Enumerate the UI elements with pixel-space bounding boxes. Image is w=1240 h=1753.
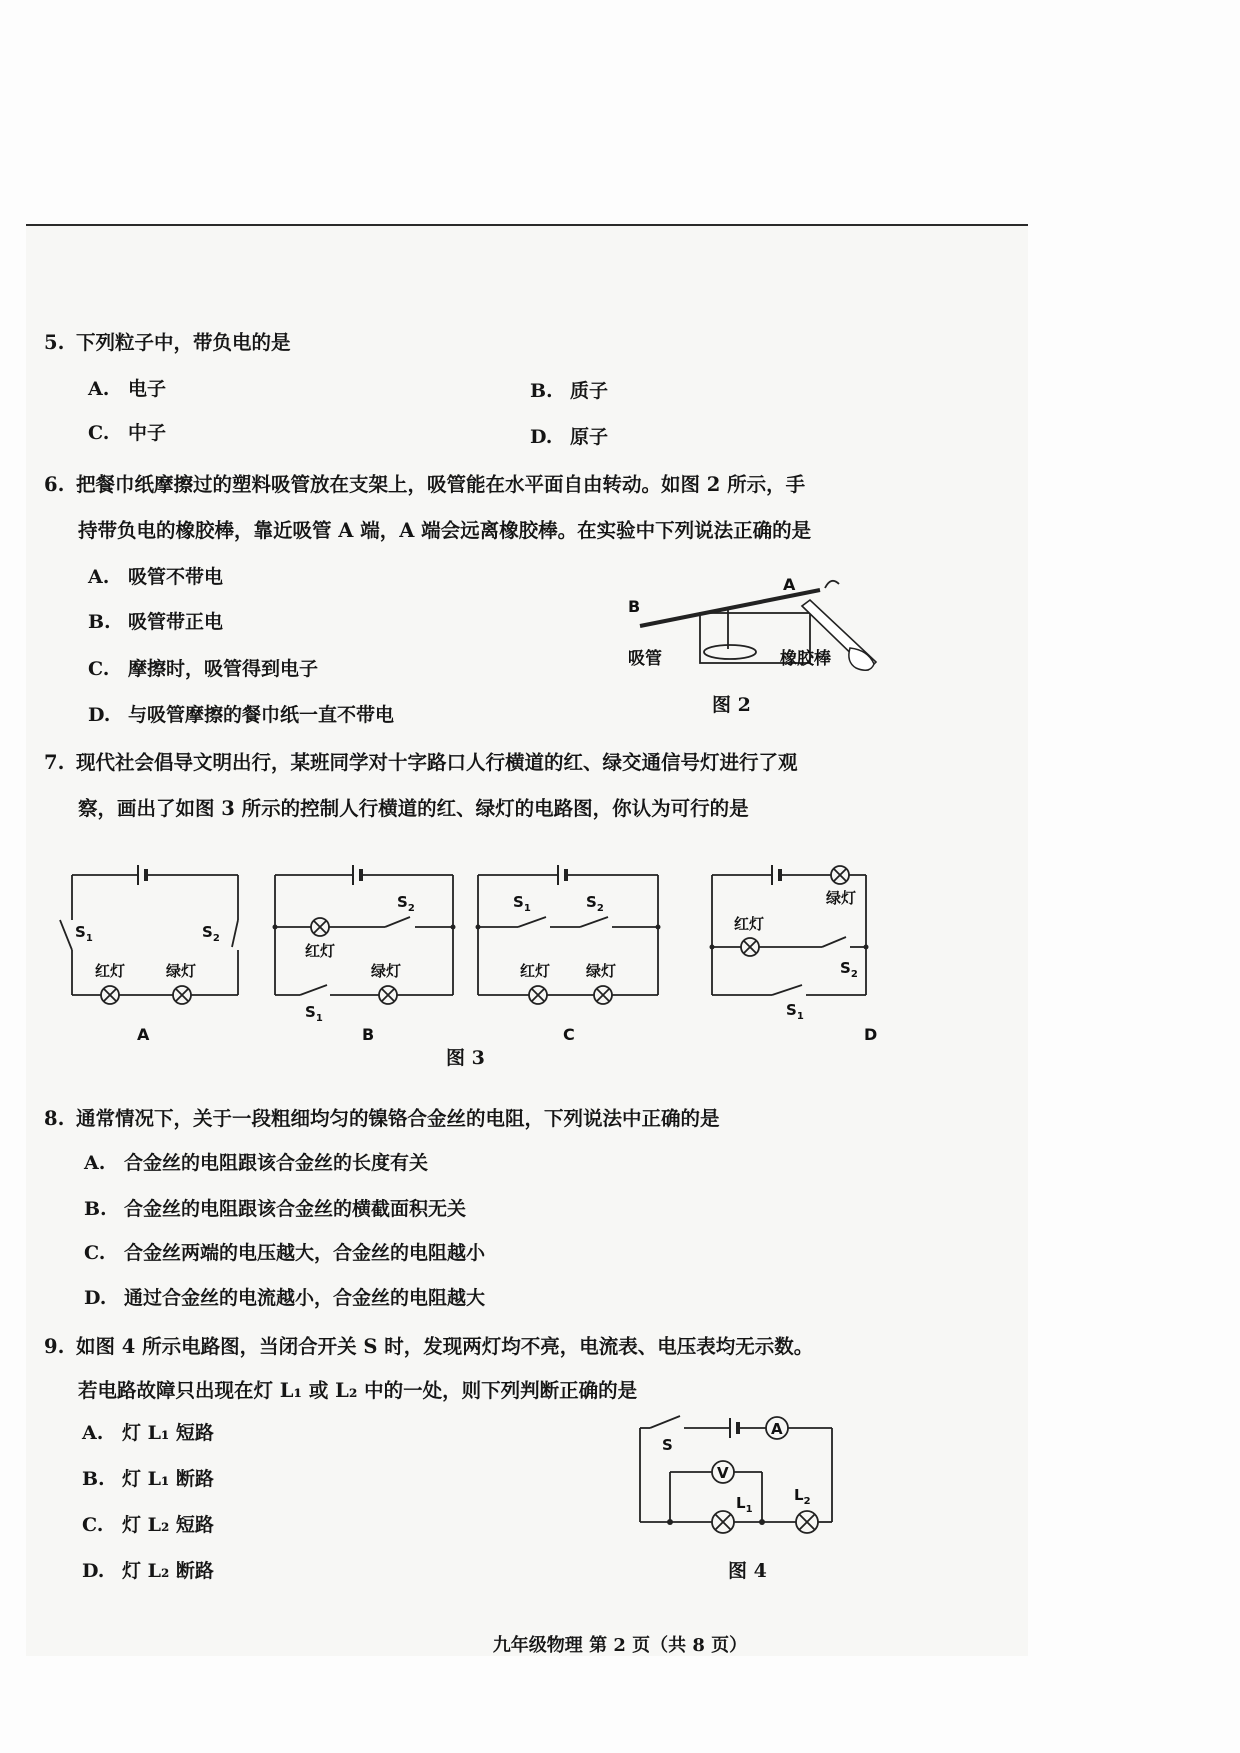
l2-label: $L_2$ bbox=[794, 1486, 811, 1507]
voltmeter-icon bbox=[712, 1461, 734, 1483]
question-5-stem: 5. 下列粒子中，带负电的是 bbox=[44, 331, 291, 354]
lamp-l1-icon bbox=[712, 1511, 734, 1533]
q9-option-b[interactable]: B. 灯 L₁ 断路 bbox=[82, 1468, 214, 1490]
q6-option-a[interactable]: A. 吸管不带电 bbox=[88, 566, 224, 588]
switch-label: S bbox=[662, 1436, 673, 1454]
q5-option-d[interactable]: D. 原子 bbox=[530, 426, 609, 448]
straw bbox=[640, 590, 820, 626]
b-green-label: 绿灯 bbox=[371, 962, 402, 980]
label-straw: 吸管 bbox=[628, 649, 662, 669]
b-s2-label: $S_2$ bbox=[397, 893, 415, 914]
d-s2-label: $S_2$ bbox=[840, 959, 858, 980]
q5-option-b[interactable]: B. 质子 bbox=[530, 380, 609, 402]
figure-2-caption: 图 2 bbox=[712, 694, 751, 716]
a-green-label: 绿灯 bbox=[166, 962, 197, 980]
repel-arrow-icon bbox=[825, 581, 839, 588]
lamp-l2-icon bbox=[796, 1511, 818, 1533]
panel-d-label: D bbox=[864, 1025, 878, 1044]
a-s2-label: $S_2$ bbox=[202, 923, 220, 944]
ammeter-icon bbox=[766, 1417, 788, 1439]
d-red-label: 红灯 bbox=[734, 915, 765, 933]
q6-option-b[interactable]: B. 吸管带正电 bbox=[88, 611, 224, 633]
d-s1-label: $S_1$ bbox=[786, 1001, 804, 1022]
green-lamp-icon bbox=[173, 986, 191, 1004]
a-s1-label: $S_1$ bbox=[75, 923, 93, 944]
panel-b-label: B bbox=[362, 1025, 375, 1044]
question-6-stem: 6. 把餐巾纸摩擦过的塑料吸管放在支架上，吸管能在水平面自由转动。如图 2 所示，手 bbox=[44, 473, 806, 496]
red-lamp-icon bbox=[741, 938, 759, 956]
label-a: A bbox=[783, 575, 796, 594]
green-lamp-icon bbox=[831, 866, 849, 884]
label-rubber-rod: 橡胶棒 bbox=[780, 649, 831, 669]
question-9-stem-line2: 若电路故障只出现在灯 L₁ 或 L₂ 中的一处，则下列判断正确的是 bbox=[78, 1379, 638, 1402]
circuit-c bbox=[476, 865, 661, 1044]
q5-option-a[interactable]: A. 电子 bbox=[88, 378, 167, 400]
circuit-a bbox=[60, 865, 238, 1044]
q9-option-d[interactable]: D. 灯 L₂ 断路 bbox=[82, 1560, 214, 1582]
c-s2-label: $S_2$ bbox=[586, 893, 604, 914]
question-9-stem: 9. 如图 4 所示电路图，当闭合开关 S 时，发现两灯均不亮，电流表、电压表均无示数。 bbox=[44, 1335, 814, 1358]
voltmeter-label: V bbox=[717, 1464, 729, 1482]
q8-option-d[interactable]: D. 通过合金丝的电流越小，合金丝的电阻越大 bbox=[84, 1287, 486, 1309]
page-footer: 九年级物理 第 2 页（共 8 页） bbox=[492, 1635, 748, 1656]
question-7-stem-line2: 察，画出了如图 3 所示的控制人行横道的红、绿灯的电路图，你认为可行的是 bbox=[78, 797, 749, 820]
q8-option-a[interactable]: A. 合金丝的电阻跟该合金丝的长度有关 bbox=[84, 1152, 429, 1174]
ammeter-label: A bbox=[771, 1420, 783, 1438]
hand-icon bbox=[849, 648, 874, 670]
q6-option-d[interactable]: D. 与吸管摩擦的餐巾纸一直不带电 bbox=[88, 704, 395, 726]
q8-option-c[interactable]: C. 合金丝两端的电压越大，合金丝的电阻越小 bbox=[84, 1242, 486, 1264]
q5-option-c[interactable]: C. 中子 bbox=[88, 422, 167, 444]
support-base bbox=[704, 645, 756, 659]
label-b: B bbox=[628, 597, 641, 616]
c-s1-label: $S_1$ bbox=[513, 893, 531, 914]
figure-4-circuit bbox=[636, 1408, 836, 1548]
figure-2-straw-diagram bbox=[620, 566, 890, 686]
b-s1-label: $S_1$ bbox=[305, 1003, 323, 1024]
panel-c-label: C bbox=[563, 1025, 575, 1044]
red-lamp-icon bbox=[311, 918, 329, 936]
q6-option-c[interactable]: C. 摩擦时，吸管得到电子 bbox=[88, 658, 319, 680]
circuit-d bbox=[710, 865, 878, 1044]
q9-option-c[interactable]: C. 灯 L₂ 短路 bbox=[82, 1514, 214, 1536]
green-lamp-icon bbox=[594, 986, 612, 1004]
q9-option-a[interactable]: A. 灯 L₁ 短路 bbox=[82, 1422, 214, 1444]
c-red-label: 红灯 bbox=[520, 962, 551, 980]
d-green-label: 绿灯 bbox=[826, 889, 857, 907]
panel-a-label: A bbox=[137, 1025, 150, 1044]
c-green-label: 绿灯 bbox=[586, 962, 617, 980]
figure-4-caption: 图 4 bbox=[728, 1560, 767, 1582]
question-7-stem: 7. 现代社会倡导文明出行，某班同学对十字路口人行横道的红、绿交通信号灯进行了观 bbox=[44, 751, 798, 774]
figure-3-caption: 图 3 bbox=[446, 1047, 485, 1069]
question-6-stem-line2: 持带负电的橡胶棒，靠近吸管 A 端，A 端会远离橡胶棒。在实验中下列说法正确的是 bbox=[78, 519, 812, 542]
red-lamp-icon bbox=[529, 986, 547, 1004]
green-lamp-icon bbox=[379, 986, 397, 1004]
l1-label: $L_1$ bbox=[736, 1494, 753, 1515]
figure-3-circuits bbox=[60, 855, 890, 1055]
b-red-label: 红灯 bbox=[305, 942, 336, 960]
question-8-stem: 8. 通常情况下，关于一段粗细均匀的镍铬合金丝的电阻，下列说法中正确的是 bbox=[44, 1107, 720, 1130]
red-lamp-icon bbox=[101, 986, 119, 1004]
q8-option-b[interactable]: B. 合金丝的电阻跟该合金丝的横截面积无关 bbox=[84, 1198, 467, 1220]
circuit-b bbox=[273, 865, 456, 1044]
a-red-label: 红灯 bbox=[95, 962, 126, 980]
